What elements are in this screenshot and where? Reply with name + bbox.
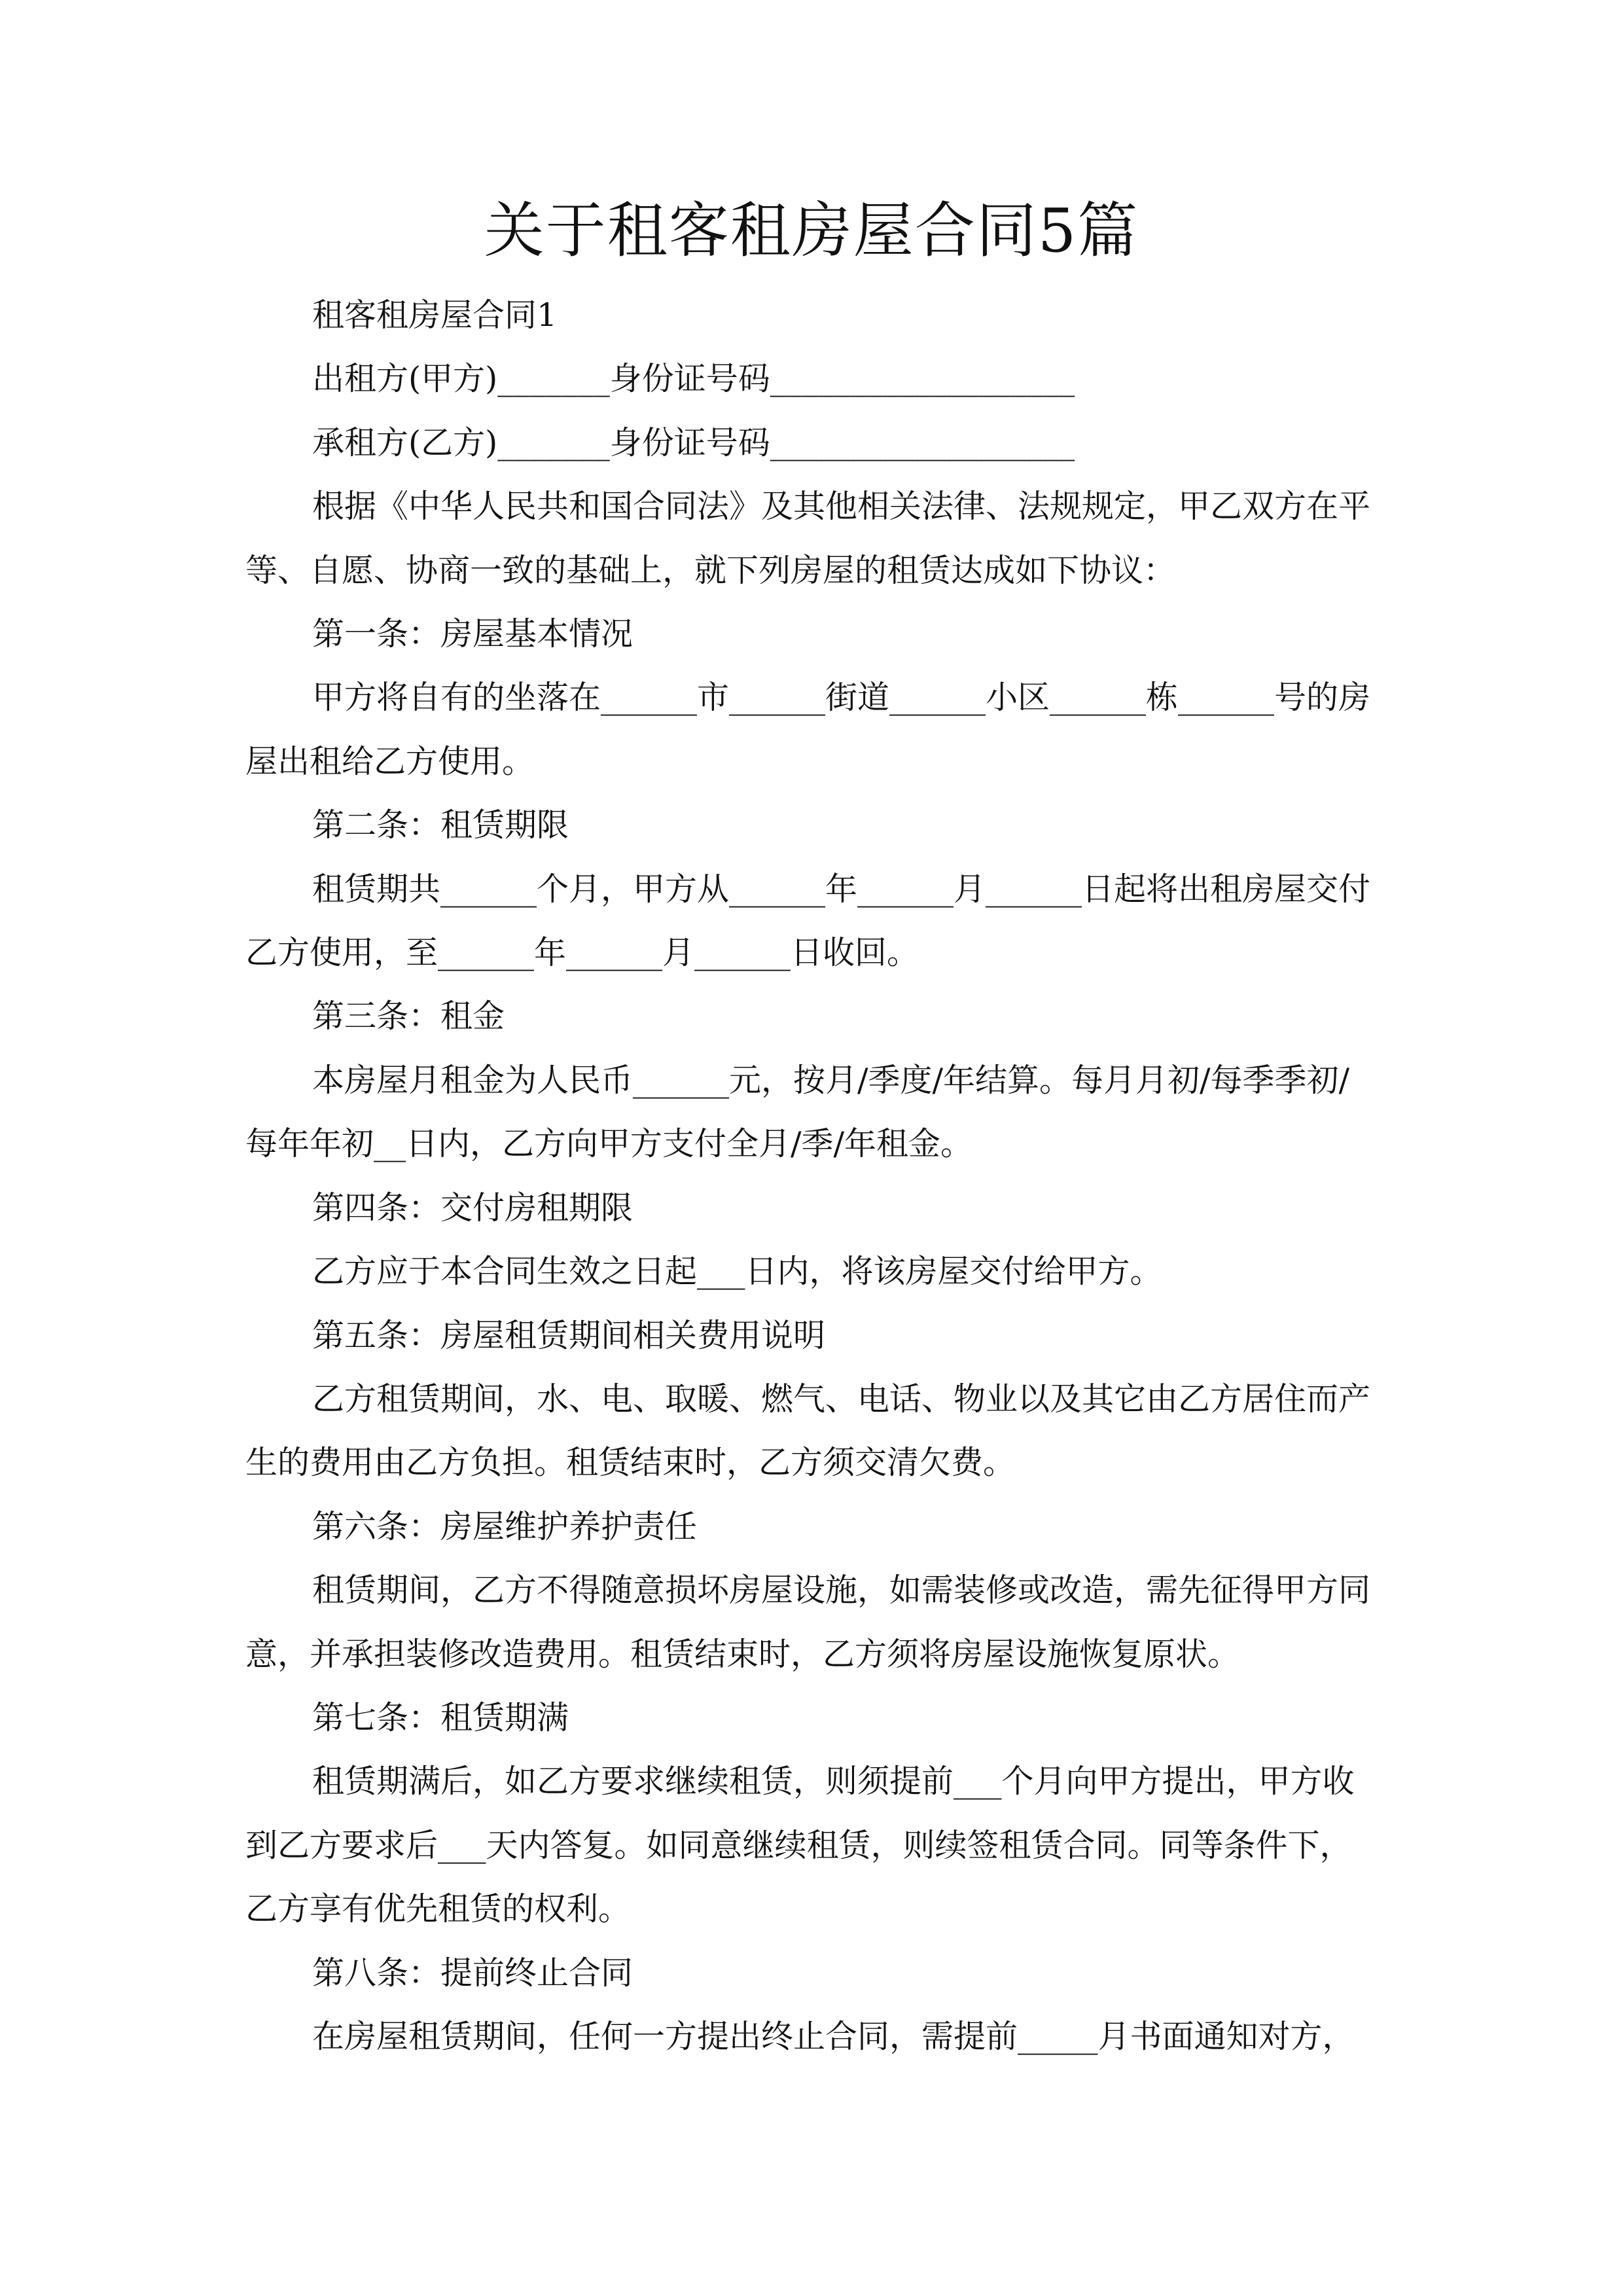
text-line: 甲方将自有的坐落在______市______街道______小区______栋______号的房: [312, 679, 1371, 717]
text-line: 乙方应于本合同生效之日起___日内，将该房屋交付给甲方。: [312, 1253, 1162, 1291]
text-line: 出租方(甲方)_______身份证号码___________________: [312, 360, 1075, 398]
text-line: 乙方租赁期间，水、电、取暖、燃气、电话、物业以及其它由乙方居住而产: [312, 1380, 1371, 1418]
text-line: 租赁期共______个月，甲方从______年______月______日起将出租房屋交付: [312, 870, 1371, 908]
text-line: 屋出租给乙方使用。: [245, 742, 535, 780]
text-line: 租客租房屋合同1: [312, 296, 558, 334]
text-line: 承租方(乙方)_______身份证号码___________________: [312, 423, 1075, 461]
text-line: 租赁期满后，如乙方要求继续租赁，则须提前___个月向甲方提出，甲方收: [312, 1763, 1355, 1801]
text-line: 第二条：租赁期限: [312, 806, 569, 844]
text-line: 意，并承担装修改造费用。租赁结束时，乙方须将房屋设施恢复原状。: [245, 1635, 1240, 1673]
text-line: 本房屋月租金为人民币______元，按月/季度/年结算。每月月初/每季季初/: [312, 1061, 1350, 1099]
text-line: 生的费用由乙方负担。租赁结束时，乙方须交清欠费。: [245, 1444, 1016, 1482]
text-line: 第五条：房屋租赁期间相关费用说明: [312, 1316, 826, 1354]
document-body: [245, 283, 1378, 2068]
text-line: 每年年初__日内，乙方向甲方支付全月/季/年租金。: [245, 1125, 973, 1163]
text-line: 租赁期间，乙方不得随意损坏房屋设施，如需装修或改造，需先征得甲方同: [312, 1571, 1371, 1609]
text-line: 等、自愿、协商一致的基础上，就下列房屋的租赁达成如下协议：: [245, 551, 1176, 589]
text-line: 第四条：交付房租期限: [312, 1189, 633, 1227]
text-line: 第三条：租金: [312, 997, 505, 1035]
text-line: 乙方享有优先租赁的权利。: [245, 1890, 631, 1928]
document-title: 关于租客租房屋合同5篇: [484, 196, 1139, 266]
text-line: 第七条：租赁期满: [312, 1698, 569, 1736]
text-line: 第六条：房屋维护养护责任: [312, 1507, 698, 1545]
text-line: 第一条：房屋基本情况: [312, 615, 633, 653]
text-line: 乙方使用，至______年______月______日收回。: [245, 934, 919, 972]
text-line: 第八条：提前终止合同: [312, 1954, 633, 1992]
text-line: 到乙方要求后___天内答复。如同意继续租赁，则续签租赁合同。同等条件下，: [245, 1826, 1352, 1864]
text-line: 在房屋租赁期间，任何一方提出终止合同，需提前_____月书面通知对方，: [312, 2017, 1355, 2055]
text-line: 根据《中华人民共和国合同法》及其他相关法律、法规规定，甲乙双方在平: [312, 488, 1371, 526]
